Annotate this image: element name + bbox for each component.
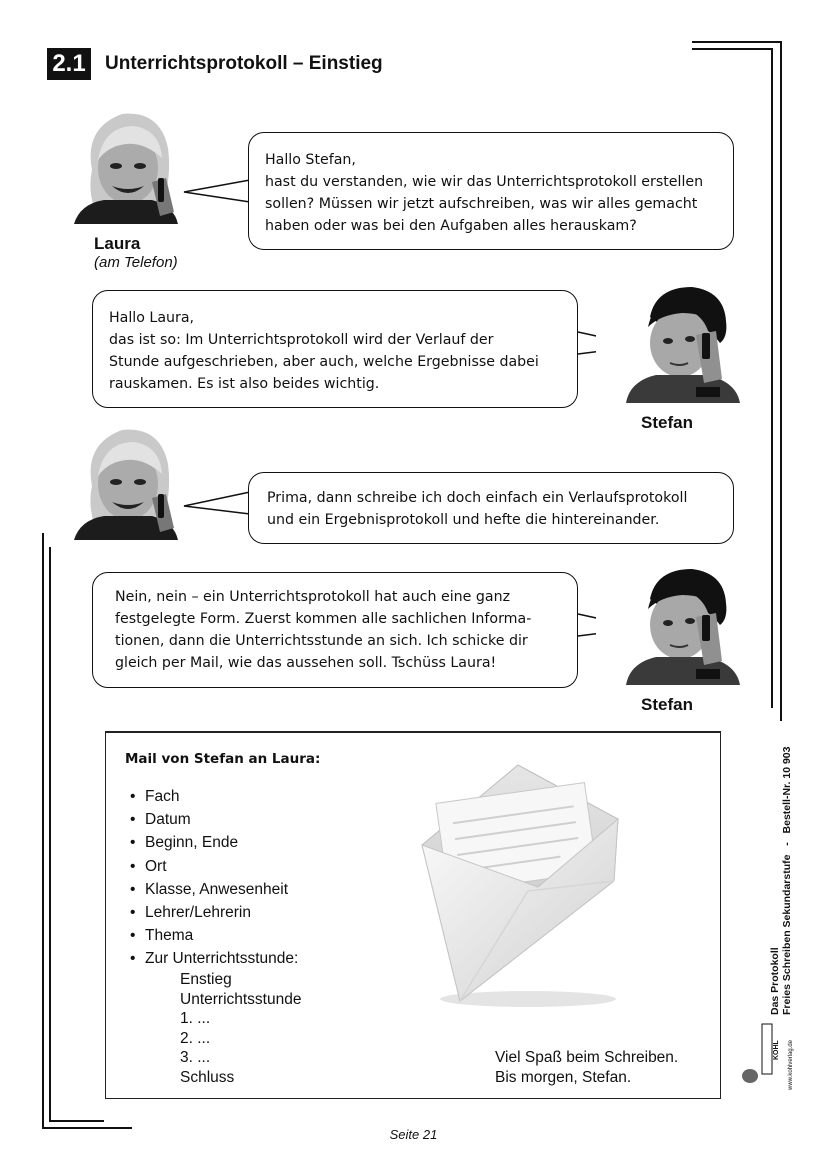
mail-sign-line-1: Viel Spaß beim Schreiben.	[495, 1049, 679, 1066]
speech-bubble-laura-1	[248, 132, 734, 250]
mail-sub-item: Unterrichtsstunde	[180, 990, 302, 1008]
mail-sub-item: 3. ...	[180, 1049, 211, 1066]
mail-sub-item: Enstieg	[180, 971, 232, 988]
bubble-2-line-2: das ist so: Im Unterrichtsprotokoll wird der Verlauf der	[109, 332, 494, 348]
stefan-name-1: Stefan	[641, 413, 693, 432]
frame-top-right-h2	[692, 48, 772, 50]
bubble-2-line-4: rauskamen. Es ist also beides wichtig.	[109, 376, 380, 392]
mail-item-thema: • Thema	[130, 927, 194, 945]
side-line-1: Das Protokoll	[769, 947, 781, 1015]
frame-top-right-v1	[780, 41, 782, 721]
bubble-3-line-1: Prima, dann schreibe ich doch einfach ein Verlaufsprotokoll	[267, 490, 688, 506]
stefan-photo-1	[596, 283, 742, 403]
mail-item-datum: • Datum	[130, 811, 191, 829]
stefan-name-2: Stefan	[641, 695, 693, 714]
page-number: Seite 21	[389, 1127, 438, 1142]
laura-subname: (am Telefon)	[94, 254, 178, 271]
frame-bottom-left-v2	[49, 547, 51, 1121]
logo-text	[770, 1040, 783, 1060]
mail-item-beginn-ende: • Beginn, Ende	[130, 834, 239, 852]
mail-list	[130, 785, 298, 971]
bubble-1-line-1: Hallo Stefan,	[265, 152, 356, 168]
laura-photo-1	[74, 108, 178, 224]
laura-name: Laura	[94, 234, 141, 253]
side-order-number: Bestell-Nr. 10 903	[781, 746, 793, 834]
bubble-2-line-3: Stunde aufgeschrieben, aber auch, welche Ergebnisse dabei	[109, 354, 539, 370]
mail-heading: Mail von Stefan an Laura:	[125, 751, 321, 767]
mail-signature	[495, 1048, 678, 1087]
mail-sub-item: Schluss	[180, 1068, 235, 1086]
side-series: Freies Schreiben Sekundarstufe	[781, 854, 793, 1015]
bubble-4-line-4: gleich per Mail, wie das aussehen soll. Tschüss Laura!	[115, 655, 497, 671]
stefan-photo-2	[596, 565, 742, 685]
envelope-icon	[418, 761, 628, 1016]
bubble-1-line-2: hast du verstanden, wie wir das Unterrichtsprotokoll erstellen	[265, 174, 704, 190]
mail-item-unterrichtsstunde: • Zur Unterrichtsstunde:	[130, 950, 299, 968]
mail-item-klasse: • Klasse, Anwesenheit	[130, 880, 289, 898]
mail-sign-line-2: Bis morgen, Stefan.	[495, 1068, 632, 1086]
speech-bubble-stefan-1	[92, 290, 578, 408]
bubble-4-line-3: tionen, dann die Unterrichtsstunde an sich. Ich schicke dir	[115, 633, 528, 649]
logo-publisher: KOHL	[773, 1040, 780, 1060]
publisher-url: www.kohlverlag.de	[788, 1039, 794, 1090]
frame-top-right-v2	[771, 48, 773, 708]
mail-item-ort: • Ort	[130, 857, 167, 875]
section-number: 2.1	[47, 48, 91, 80]
speech-bubble-stefan-2	[92, 572, 578, 688]
mail-item-fach: • Fach	[130, 788, 180, 805]
mail-sub-item: 2. ...	[180, 1029, 211, 1047]
side-line-2	[781, 747, 794, 1015]
mail-sub-list	[180, 970, 301, 1087]
mail-sub-item: 1. ...	[180, 1010, 211, 1027]
mail-item-lehrer: • Lehrer/Lehrerin	[130, 903, 251, 921]
page-title: Unterrichtsprotokoll – Einstieg	[105, 53, 383, 74]
bubble-3-line-2: und ein Ergebnisprotokoll und hefte die hintereinander.	[267, 512, 660, 528]
bubble-1-tail	[182, 178, 252, 208]
laura-photo-2	[74, 424, 178, 540]
side-separator: -	[781, 842, 793, 846]
bubble-1-line-3: sollen? Müssen wir jetzt aufschreiben, was wir alles gemacht	[265, 196, 698, 212]
speech-bubble-laura-2	[248, 472, 734, 544]
mail-box	[105, 731, 721, 1099]
frame-bottom-left-h2	[49, 1120, 104, 1122]
frame-bottom-left-v1	[42, 533, 44, 1129]
bubble-4-line-2: festgelegte Form. Zuerst kommen alle sachlichen Informa-	[115, 611, 532, 627]
frame-top-right-h1	[692, 41, 782, 43]
bubble-3-tail	[182, 490, 252, 520]
bubble-2-line-1: Hallo Laura,	[109, 310, 195, 326]
bubble-4-line-1: Nein, nein – ein Unterrichtsprotokoll hat auch eine ganz	[115, 589, 511, 605]
bubble-1-line-4: haben oder was bei den Aufgaben alles herauskam?	[265, 218, 637, 234]
